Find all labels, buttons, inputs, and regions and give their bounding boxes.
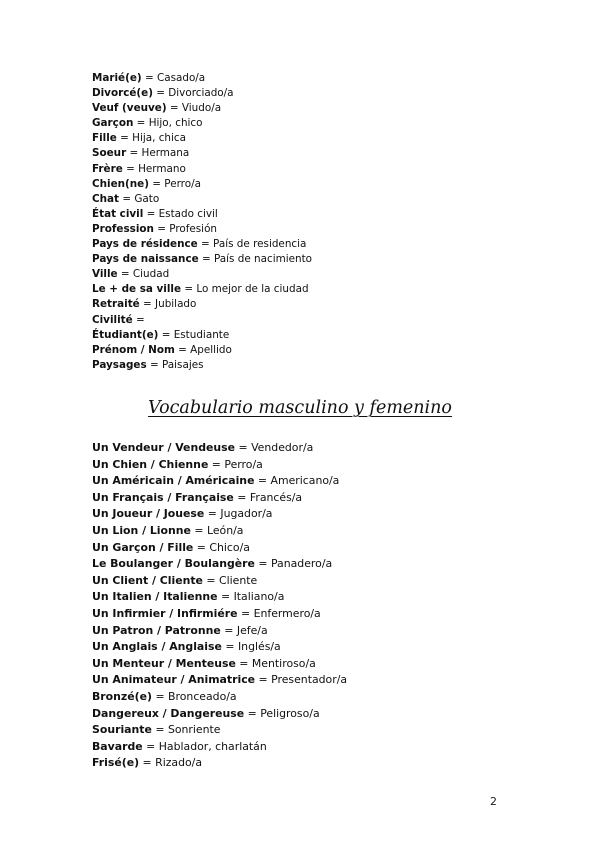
vocab-entry: Le Boulanger / Boulangère = Panadero/a [92, 557, 333, 571]
vocab-translation: Enfermero/a [253, 606, 321, 620]
vocab-term: Un Italien / Italienne [92, 590, 218, 604]
vocab-term: Prénom / Nom [92, 343, 175, 356]
vocab-entry: Garçon = Hijo, chico [92, 117, 203, 130]
vocab-term: Le Boulanger / Boulangère [92, 557, 255, 571]
vocab-translation: Inglés/a [237, 640, 281, 654]
vocab-term: État civil [92, 207, 144, 220]
vocab-entry: Souriante = Sonriente [92, 723, 221, 737]
vocab-translation: Mentiroso/a [251, 656, 316, 670]
vocabulary-list-masculine-feminine [92, 440, 347, 772]
vocab-translation: Cliente [219, 573, 258, 587]
vocab-translation: Estudiante [173, 328, 230, 341]
vocab-entry: Un Client / Cliente = Cliente [92, 573, 258, 587]
vocab-term: Le + de sa ville [92, 283, 182, 296]
vocab-entry: Frisé(e) = Rizado/a [92, 756, 203, 770]
vocab-translation: Estado civil [158, 207, 218, 220]
vocab-entry: Un Garçon / Fille = Chico/a [92, 540, 250, 554]
vocab-entry: Bronzé(e) = Bronceado/a [92, 689, 237, 703]
vocab-entry: Un Lion / Lionne = León/a [92, 523, 244, 537]
vocab-entry: Étudiant(e) = Estudiante [92, 328, 230, 341]
vocab-term: Divorcé(e) [92, 87, 153, 100]
section-title: Vocabulario masculino y femenino [148, 398, 452, 418]
vocab-translation: Ciudad [132, 268, 170, 281]
vocab-translation: Hermano [138, 162, 186, 175]
vocab-entry: Un Joueur / Jouese = Jugador/a [92, 507, 273, 521]
vocab-entry: Chien(ne) = Perro/a [92, 177, 201, 190]
vocab-entry: Veuf (veuve) = Viudo/a [92, 102, 222, 115]
vocab-term: Retraité [92, 298, 140, 311]
vocab-translation: Paisajes [161, 358, 204, 371]
vocab-entry: Soeur = Hermana [92, 147, 190, 160]
vocab-entry: Un Menteur / Menteuse = Mentiroso/a [92, 656, 316, 670]
vocab-entry: Ville = Ciudad [92, 268, 170, 281]
vocab-entry: Frère = Hermano [92, 162, 186, 175]
vocab-translation: Panadero/a [270, 557, 333, 571]
vocab-term: Bavarde [92, 739, 143, 753]
vocab-term: Frisé(e) [92, 756, 140, 770]
vocab-entry: Civilité = [92, 313, 145, 326]
vocab-translation: Bronceado/a [168, 689, 237, 703]
vocab-translation: Casado/a [156, 72, 206, 84]
vocab-term: Paysages [92, 358, 147, 371]
vocab-translation: Sonriente [167, 723, 221, 737]
vocab-entry: Divorcé(e) = Divorciado/a [92, 87, 234, 100]
vocab-translation: Divorciado/a [168, 87, 234, 100]
vocab-term: Ville [92, 268, 118, 281]
vocab-translation: Italiano/a [233, 590, 285, 604]
vocab-entry: Un Patron / Patronne = Jefe/a [92, 623, 268, 637]
vocab-term: Frère [92, 162, 123, 175]
vocab-translation: Perro/a [224, 457, 263, 471]
vocab-term: Souriante [92, 723, 152, 737]
vocab-translation: Jugador/a [220, 507, 273, 521]
vocab-translation: Profesión [169, 222, 218, 235]
vocab-term: Un Chien / Chienne [92, 457, 209, 471]
vocab-translation: Vendedor/a [251, 441, 314, 454]
vocab-translation: Hablador, charlatán [158, 739, 267, 753]
vocab-translation: País de residencia [213, 238, 307, 251]
vocab-translation: Hijo, chico [148, 117, 203, 130]
vocab-translation: Hija, chica [132, 132, 186, 145]
vocab-translation: Lo mejor de la ciudad [196, 283, 309, 296]
vocab-translation: País de nacimiento [213, 253, 313, 266]
vocab-entry: Pays de naissance = País de nacimiento [92, 253, 313, 266]
vocab-term: Garçon [92, 117, 134, 130]
vocab-entry: Bavarde = Hablador, charlatán [92, 739, 267, 753]
vocab-term: Un Français / Française [92, 490, 234, 504]
vocab-entry: Un Vendeur / Vendeuse = Vendedor/a [92, 441, 314, 454]
vocab-entry: Dangereux / Dangereuse = Peligroso/a [92, 706, 320, 720]
vocab-term: Un Client / Cliente [92, 573, 203, 587]
vocab-term: Un Menteur / Menteuse [92, 656, 236, 670]
vocab-entry: Un Animateur / Animatrice = Presentador/a [92, 673, 348, 687]
vocab-translation: Chico/a [209, 540, 250, 554]
vocab-entry: Un Chien / Chienne = Perro/a [92, 457, 263, 471]
vocab-translation: Hermana [141, 147, 190, 160]
vocab-translation: Jubilado [155, 298, 197, 311]
vocab-entry: Un Italien / Italienne = Italiano/a [92, 590, 285, 604]
vocab-term: Profession [92, 222, 154, 235]
vocab-entry: Profession = Profesión [92, 222, 218, 235]
vocab-term: Dangereux / Dangereuse [92, 706, 245, 720]
vocab-translation: Presentador/a [271, 673, 348, 687]
vocab-entry: Fille = Hija, chica [92, 132, 186, 145]
vocab-term: Un Lion / Lionne [92, 523, 191, 537]
vocab-translation: Americano/a [270, 474, 340, 488]
vocab-term: Veuf (veuve) [92, 102, 167, 115]
vocab-translation: Jefe/a [236, 623, 268, 637]
vocab-entry: Retraité = Jubilado [92, 298, 197, 311]
vocab-term: Fille [92, 132, 117, 145]
vocab-term: Chien(ne) [92, 177, 149, 190]
vocab-translation: Gato [134, 192, 160, 205]
vocab-term: Un Patron / Patronne [92, 623, 221, 637]
vocab-translation: Rizado/a [155, 756, 203, 770]
page-number: 2 [490, 795, 497, 808]
vocab-entry: Chat = Gato [92, 192, 160, 205]
vocab-term: Pays de naissance [92, 253, 199, 266]
vocab-term: Bronzé(e) [92, 689, 152, 703]
vocabulary-list-general [92, 71, 312, 373]
vocab-translation: Perro/a [164, 177, 201, 190]
vocab-entry: Un Français / Française = Francés/a [92, 490, 303, 504]
vocab-term: Un Infirmier / Infirmiére [92, 606, 238, 620]
vocab-term: Un Anglais / Anglaise [92, 640, 222, 654]
vocab-entry: Pays de résidence = País de residencia [92, 238, 307, 251]
vocab-translation: Viudo/a [181, 102, 222, 115]
vocab-entry: Un Anglais / Anglaise = Inglés/a [92, 640, 281, 654]
vocab-entry: Prénom / Nom = Apellido [92, 343, 232, 356]
vocab-translation: León/a [206, 523, 244, 537]
vocab-translation: Apellido [190, 343, 232, 356]
vocab-term: Un Animateur / Animatrice [92, 673, 256, 687]
vocab-term: Un Joueur / Jouese [92, 507, 205, 521]
vocab-term: Pays de résidence [92, 238, 198, 251]
vocab-term: Marié(e) [92, 72, 142, 84]
vocab-term: Un Vendeur / Vendeuse [92, 441, 236, 454]
vocab-term: Un Garçon / Fille [92, 540, 194, 554]
vocab-entry: Le + de sa ville = Lo mejor de la ciudad [92, 283, 309, 296]
vocab-translation: Francés/a [249, 490, 303, 504]
vocab-term: Étudiant(e) [92, 328, 159, 341]
vocab-entry: Un Infirmier / Infirmiére = Enfermero/a [92, 606, 321, 620]
vocab-entry: Marié(e) = Casado/a [92, 72, 206, 84]
vocab-term: Un Américain / Américaine [92, 474, 255, 488]
vocab-entry: Paysages = Paisajes [92, 358, 204, 371]
vocab-term: Chat [92, 192, 120, 205]
vocab-translation: Peligroso/a [260, 706, 320, 720]
vocab-entry: État civil = Estado civil [92, 207, 218, 220]
vocab-entry: Un Américain / Américaine = Americano/a [92, 474, 340, 488]
vocab-term: Civilité [92, 313, 133, 326]
vocab-term: Soeur [92, 147, 127, 160]
